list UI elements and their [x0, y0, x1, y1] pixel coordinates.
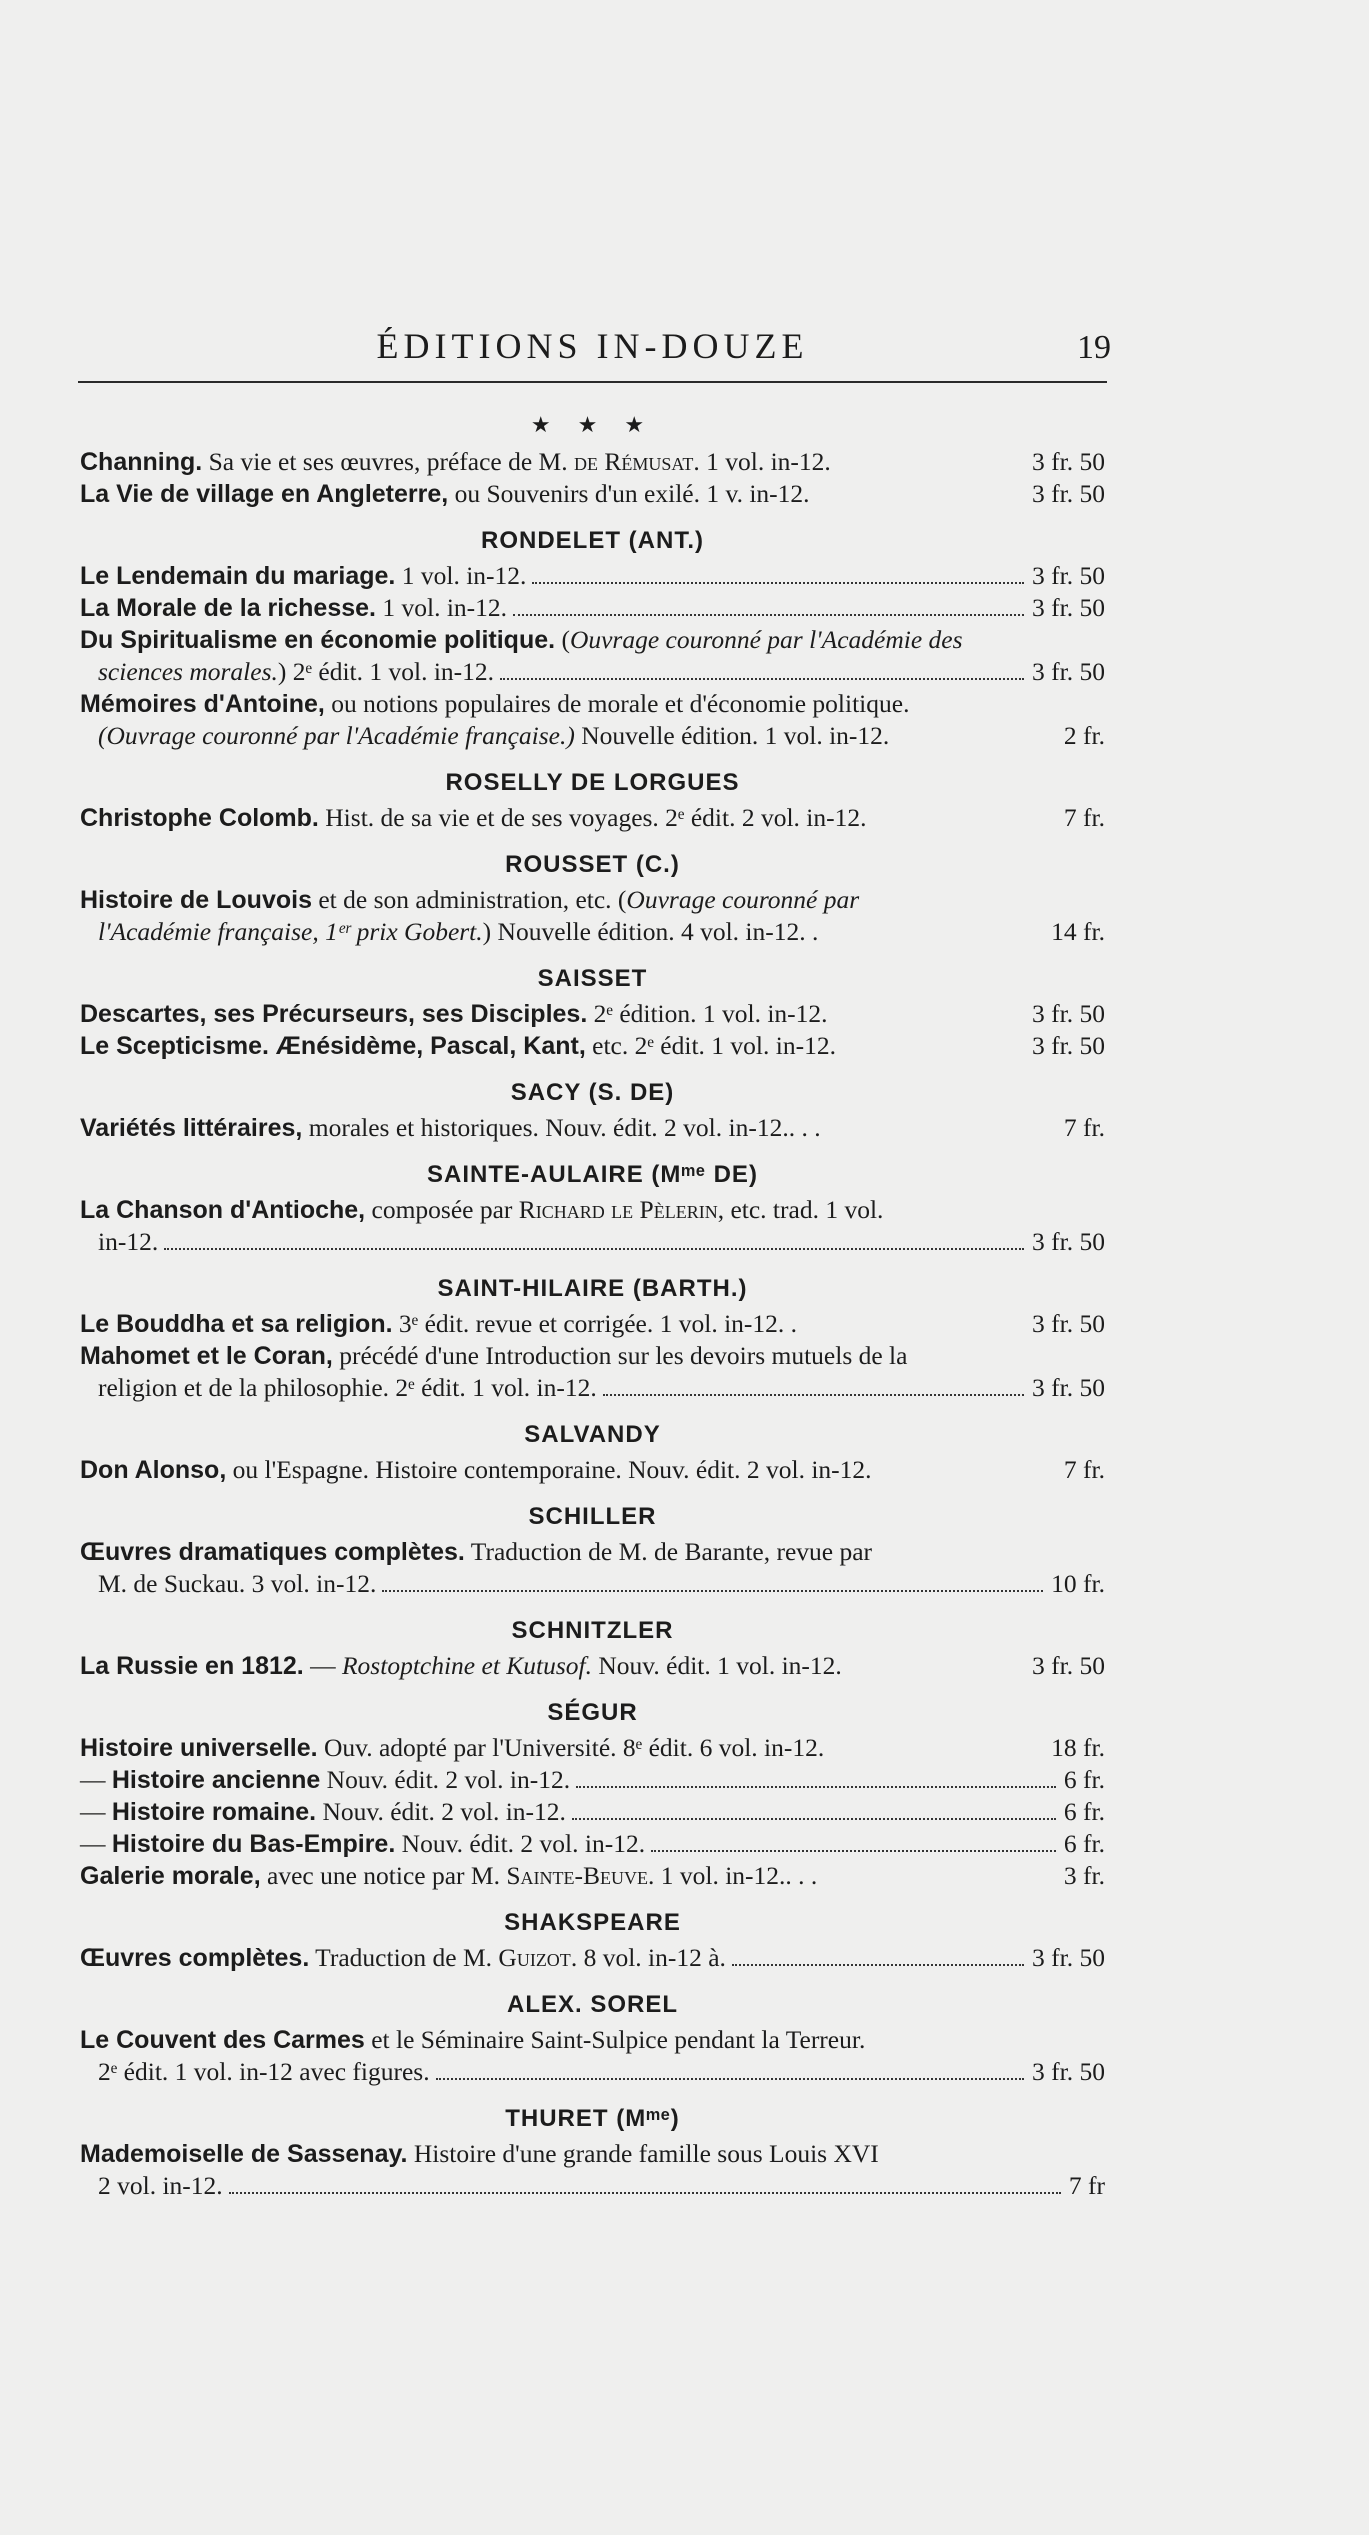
author-heading: ROSELLY DE LORGUES — [445, 769, 740, 796]
entry-desc2: ) Nouvelle édition. 4 vol. in-12. . — [482, 917, 819, 946]
page-number: 19 — [1077, 329, 1111, 366]
entry-note2: sciences morales. — [98, 657, 278, 686]
entry-price: 3 fr. 50 — [1032, 999, 1105, 1028]
entry-schiller — [80, 1536, 1105, 1600]
entry-spiritualisme — [80, 624, 1105, 688]
entry-sassenay — [80, 2138, 1105, 2202]
entry-desc2: Nouv. édit. 1 vol. in-12. — [592, 1651, 842, 1680]
entry-title: Descartes, ses Précurseurs, ses Disciples. — [80, 1000, 588, 1028]
entry-price: 6 fr. — [1063, 1765, 1105, 1794]
entry-title: Le Couvent des Carmes — [80, 2026, 365, 2054]
entry-bouddha — [80, 1308, 1105, 1340]
entry-desc2: 2ᵉ édit. 1 vol. in-12 avec figures. — [98, 2057, 430, 2086]
entry-price: 2 fr. — [1063, 721, 1105, 750]
author-heading: SÉGUR — [547, 1699, 638, 1726]
author-heading: THURET (Mᵐᵉ) — [505, 2105, 680, 2132]
entry-mahomet — [80, 1340, 1105, 1404]
entry-title: Mahomet et le Coran, — [80, 1342, 333, 1370]
entry-russie — [80, 1650, 1105, 1682]
entry-desc: Hist. de sa vie et de ses voyages. 2ᵉ édit. 2 vol. in-12. — [318, 803, 867, 832]
author-heading: ROUSSET (C.) — [505, 851, 680, 878]
entry-desc: 1 vol. in-12. — [395, 561, 527, 590]
entry-price: 3 fr. 50 — [1032, 447, 1105, 476]
entry-title: Mémoires d'Antoine, — [80, 690, 325, 718]
entry-desc: composée par — [365, 1195, 513, 1224]
entry-romaine — [80, 1796, 1105, 1828]
entry-price: 3 fr. 50 — [1032, 1227, 1105, 1256]
entry-desc2: 2 vol. in-12. — [98, 2171, 223, 2200]
entry-antoine — [80, 688, 1105, 752]
entry-price: 3 fr. 50 — [1032, 1943, 1105, 1972]
author-heading: SCHNITZLER — [511, 1617, 674, 1644]
entry-title: Le Lendemain du mariage. — [80, 562, 396, 590]
entry-title: La Russie en 1812. — [80, 1652, 304, 1680]
entry-title: Histoire universelle. — [80, 1734, 318, 1762]
entry-desc: ( — [555, 625, 570, 654]
entry-desc: précédé d'une Introduction sur les devoirs mutuels de la — [332, 1341, 908, 1370]
entry-desc: ou Souvenirs d'un exilé. 1 v. in-12. — [448, 479, 810, 508]
entry-desc: etc. 2ᵉ édit. 1 vol. in-12. — [585, 1031, 836, 1060]
entry-desc2: , etc. trad. 1 vol. — [717, 1195, 884, 1224]
running-title: ÉDITIONS IN-DOUZE — [376, 326, 809, 366]
section-stars: ★ ★ ★ — [530, 413, 655, 438]
author-heading: SCHILLER — [528, 1503, 657, 1530]
entry-desc: — — [303, 1651, 342, 1680]
entry-title: Histoire ancienne — [111, 1766, 321, 1794]
entry-price: 3 fr. — [1063, 1861, 1105, 1890]
entry-desc: Sa vie et ses œuvres, préface de M. — [208, 447, 568, 476]
entry-alonso — [80, 1454, 1105, 1486]
author-heading: ALEX. SOREL — [506, 1991, 679, 2018]
entry-desc: Nouv. édit. 2 vol. in-12. — [395, 1829, 646, 1858]
entry-desc: ou notions populaires de morale et d'économie politique. — [324, 689, 910, 718]
entry-lendemain — [80, 560, 1105, 592]
entry-title: Don Alonso, — [80, 1456, 227, 1484]
entry-price: 3 fr. 50 — [1032, 1373, 1105, 1402]
page-header — [78, 325, 1111, 383]
entry-desc2: M. de Suckau. 3 vol. in-12. — [98, 1569, 377, 1598]
author-heading: RONDELET (ANT.) — [481, 527, 704, 554]
entry-title: Mademoiselle de Sassenay. — [80, 2140, 408, 2168]
entry-desc2: . 1 vol. in-12. — [693, 447, 831, 476]
entry-scepticisme — [80, 1030, 1105, 1062]
entry-couvent — [80, 2024, 1105, 2088]
entry-desc: Traduction de M. — [309, 1943, 493, 1972]
entry-bas-empire — [80, 1828, 1105, 1860]
entry-title: La Chanson d'Antioche, — [80, 1196, 366, 1224]
entry-title: Galerie morale, — [80, 1862, 261, 1890]
entry-ancienne — [80, 1764, 1105, 1796]
entry-title: Histoire romaine. — [111, 1798, 317, 1826]
entry-chanson — [80, 1194, 1105, 1258]
entry-name: Guizot — [498, 1943, 571, 1972]
author-heading: SAISSET — [537, 965, 648, 992]
author-heading: SALVANDY — [524, 1421, 661, 1448]
entry-note: Ouvrage couronné par l'Académie des — [569, 625, 963, 654]
entry-title: Œuvres dramatiques complètes. — [80, 1538, 465, 1566]
entry-desc: Traduction de M. de Barante, revue par — [464, 1537, 873, 1566]
entry-desc: et de son administration, etc. ( — [311, 885, 627, 914]
entry-title: Histoire de Louvois — [80, 886, 312, 914]
entry-price: 10 fr. — [1051, 1569, 1105, 1598]
entry-vie-village — [80, 478, 1105, 510]
entry-note: (Ouvrage couronné par l'Académie française.) — [98, 721, 575, 750]
author-heading: SACY (S. DE) — [510, 1079, 675, 1106]
entry-title: La Morale de la richesse. — [80, 594, 376, 622]
entry-desc: 2ᵉ édition. 1 vol. in-12. — [587, 999, 828, 1028]
entry-galerie — [80, 1860, 1105, 1892]
entry-note2: l'Académie française, 1ᵉʳ prix Gobert. — [98, 917, 483, 946]
entry-louvois — [80, 884, 1105, 948]
entry-name: de Rémusat — [573, 447, 694, 476]
entry-title: Variétés littéraires, — [80, 1114, 303, 1142]
entry-universelle — [80, 1732, 1105, 1764]
entry-desc: ou l'Espagne. Histoire contemporaine. Nouv. édit. 2 vol. in-12. — [226, 1455, 872, 1484]
entry-channing — [80, 446, 1105, 478]
entry-title: Du Spiritualisme en économie politique. — [80, 626, 556, 654]
entry-desc2: religion et de la philosophie. 2ᵉ édit. 1 vol. in-12. — [98, 1373, 597, 1402]
entry-price: 6 fr. — [1063, 1829, 1105, 1858]
entry-price: 6 fr. — [1063, 1797, 1105, 1826]
entry-title: La Vie de village en Angleterre, — [80, 480, 449, 508]
entry-note: Rostoptchine et Kutusof. — [341, 1651, 593, 1680]
entry-price: 3 fr. 50 — [1032, 1031, 1105, 1060]
entry-desc: avec une notice par M. — [260, 1861, 500, 1890]
author-heading: SHAKSPEARE — [504, 1909, 681, 1936]
entry-price: 3 fr. 50 — [1032, 593, 1105, 622]
entry-name: Richard le Pèlerin — [518, 1195, 718, 1224]
entry-dash: — — [80, 1797, 112, 1826]
entry-price: 3 fr. 50 — [1032, 1651, 1105, 1680]
entry-price: 3 fr. 50 — [1032, 2057, 1105, 2086]
entry-price: 7 fr — [1068, 2171, 1105, 2200]
entry-dash: — — [80, 1829, 112, 1858]
catalog-listing — [80, 410, 1105, 2202]
entry-dash: — — [80, 1765, 112, 1794]
entry-price: 14 fr. — [1051, 917, 1105, 946]
entry-price: 3 fr. 50 — [1032, 561, 1105, 590]
entry-price: 3 fr. 50 — [1032, 657, 1105, 686]
entry-shakspeare — [80, 1942, 1105, 1974]
entry-desc: 3ᵉ édit. revue et corrigée. 1 vol. in-12. . — [392, 1309, 798, 1338]
entry-name: Sainte-Beuve — [506, 1861, 648, 1890]
entry-colomb — [80, 802, 1105, 834]
entry-desc2: . 1 vol. in-12.. . . — [648, 1861, 818, 1890]
entry-title: Œuvres complètes. — [80, 1944, 310, 1972]
entry-desc: et le Séminaire Saint-Sulpice pendant la Terreur. — [364, 2025, 866, 2054]
entry-desc: 1 vol. in-12. — [375, 593, 508, 622]
entry-desc3: in-12. — [98, 1227, 159, 1256]
entry-desc2: ) 2ᵉ édit. 1 vol. in-12. — [277, 657, 495, 686]
entry-varietes — [80, 1112, 1105, 1144]
entry-desc: morales et historiques. Nouv. édit. 2 vol. in-12.. . . — [302, 1113, 821, 1142]
entry-title: Histoire du Bas-Empire. — [111, 1830, 396, 1858]
entry-note: Ouvrage couronné par — [626, 885, 860, 914]
entry-title: Le Scepticisme. Ænésidème, Pascal, Kant, — [80, 1032, 586, 1060]
entry-price: 3 fr. 50 — [1032, 479, 1105, 508]
entry-desc2: Nouvelle édition. 1 vol. in-12. — [574, 721, 890, 750]
entry-desc2: . 8 vol. in-12 à. — [570, 1943, 726, 1972]
entry-desc: Histoire d'une grande famille sous Louis XVI — [407, 2139, 879, 2168]
entry-desc: Ouv. adopté par l'Université. 8ᵉ édit. 6 vol. in-12. — [317, 1733, 825, 1762]
entry-desc: Nouv. édit. 2 vol. in-12. — [320, 1765, 571, 1794]
entry-price: 7 fr. — [1063, 803, 1105, 832]
entry-title: Christophe Colomb. — [80, 804, 319, 832]
entry-descartes — [80, 998, 1105, 1030]
entry-price: 18 fr. — [1051, 1733, 1105, 1762]
entry-morale-richesse — [80, 592, 1105, 624]
entry-title: Le Bouddha et sa religion. — [80, 1310, 393, 1338]
author-heading: SAINTE-AULAIRE (Mᵐᵉ DE) — [427, 1161, 758, 1188]
entry-desc: Nouv. édit. 2 vol. in-12. — [316, 1797, 566, 1826]
entry-price: 7 fr. — [1063, 1455, 1105, 1484]
author-heading: SAINT-HILAIRE (BARTH.) — [437, 1275, 748, 1302]
entry-title: Channing. — [80, 448, 203, 476]
entry-price: 7 fr. — [1063, 1113, 1105, 1142]
entry-price: 3 fr. 50 — [1032, 1309, 1105, 1338]
